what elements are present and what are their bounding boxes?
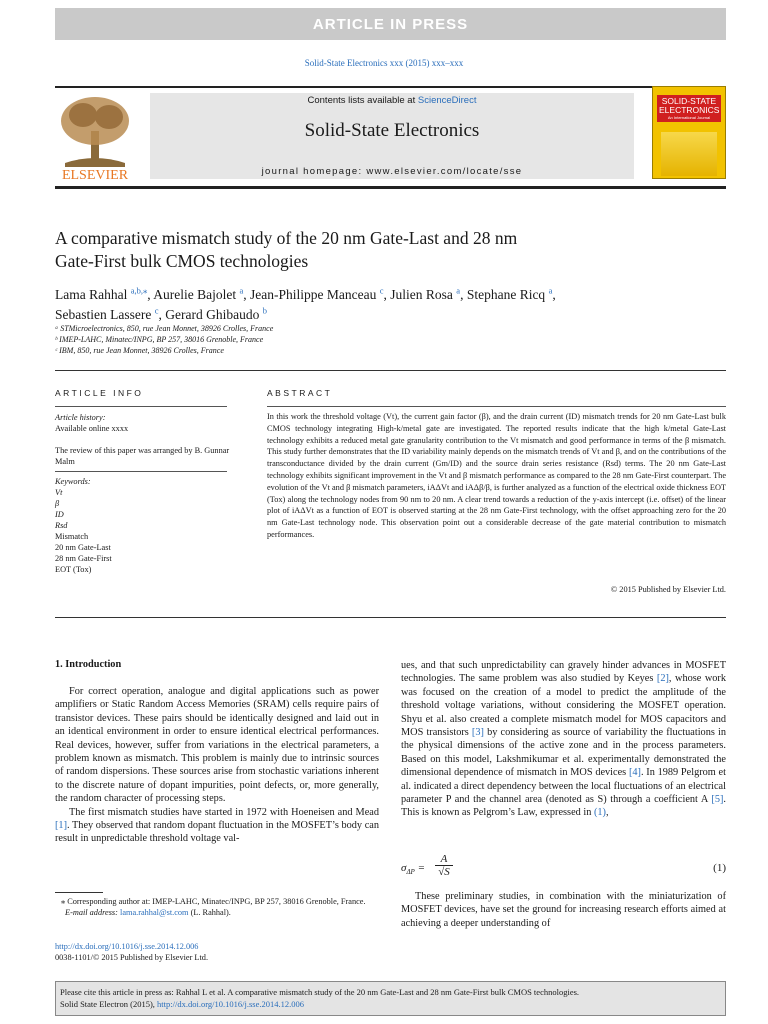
keyword: Mismatch [55, 532, 89, 541]
abstract-copyright: © 2015 Published by Elsevier Ltd. [610, 585, 726, 594]
masthead-rule-top [55, 86, 726, 88]
author-list [55, 282, 735, 323]
affiliation: ᵃ STMicroelectronics, 850, rue Jean Monnet, 38926 Crolles, France [55, 324, 274, 333]
corresponding-author-note: ⁎ Corresponding author at: IMEP-LAHC, Minatec/INPG, BP 257, 38016 Grenoble, France. [61, 897, 366, 906]
doi-link[interactable]: http://dx.doi.org/10.1016/j.sse.2014.12.006 [55, 942, 199, 951]
journal-title: Solid-State Electronics [304, 120, 480, 141]
keyword: EOT (Tox) [55, 565, 92, 574]
affiliation: ᵇ IMEP-LAHC, Minatec/INPG, BP 257, 38016 Grenoble, France [55, 335, 264, 344]
paper-title [55, 227, 675, 273]
journal-homepage[interactable]: journal homepage: www.elsevier.com/locate/sse [261, 166, 523, 177]
cover-subtitle: An International Journal [667, 115, 711, 120]
abstract-heading: ABSTRACT [267, 388, 333, 398]
keyword: β [55, 499, 60, 508]
author[interactable]: Gerard Ghibaudo $^b$ [165, 305, 267, 322]
keyword: Rsd [55, 521, 68, 530]
citation-text: Please cite this article in press as: Rahhal L et al. A comparative mismatch study of the 20 nm Gate-Last and 28 nm Gate-First bulk CMOS technologies. [60, 987, 580, 997]
abstract-text: In this work the threshold voltage (Vt), the current gain factor (β), and the drain current (ID) mismatch trends for 20 nm Gate-Last bulk CMOS technology integrating High-k/metal gate are investigated. The reported results indicate that the high k/metal Gate-Last technology exhibits a reduced metal gate granularity contribution to the Vt mismatch and good performance in terms of the β mismatch. This study further demonstrates that the ID variability mainly depends on the mismatch trends of Vt and β, and on the contributions of the transconductance divided by the drain current (Gm/ID) and the source drain series resistance (Rsd) terms. The 20 nm Gate-Last technology exhibits significant improvement in the Vt and β mismatch performance as compared to the 28 nm Gate-First counterpart. The evolution of the Vt and β mismatch parameters, iAΔVt and iAΔβ/β, is further analyzed as a function of the electrical oxide thickness EOT (Tox) along the technology nodes from 90 nm to 20 nm. A clear trend towards a reduction of the y-axis intercept (i.e. offset) of the linear plot of iAΔVt as a function of EOT is observed starting at the 28 nm Gate-First technology, with the offset approaching zero for the 20 nm Gate-Last technology node. This observation point out a considerable decrease of the gate material contribution to mismatch performances. [267, 412, 726, 539]
author[interactable]: Stephane Ricq $^a$, [466, 285, 556, 302]
abstract-rule [267, 406, 726, 407]
history-label: Article history: [55, 413, 106, 422]
masthead-rule-bottom [55, 186, 726, 189]
citation-link[interactable]: [1] [55, 820, 68, 832]
body-column-left [55, 685, 379, 846]
footnotes [55, 896, 379, 918]
keywords-label: Keywords: [55, 477, 91, 486]
elsevier-tree-icon [55, 93, 135, 181]
email-link[interactable]: lama.rahhal@st.com [120, 908, 189, 917]
keyword: 20 nm Gate-Last [55, 543, 111, 552]
body-paragraph: These preliminary studies, in combination with the miniaturization of MOSFET devices, have set the ground for increasing research efforts aimed at achieving a deeper understanding of [401, 891, 726, 929]
article-info-rule [55, 406, 227, 407]
author[interactable]: Lama Rahhal $^{a,b,⁎}$, [55, 285, 154, 302]
contents-line [150, 95, 634, 106]
footnote-rule [55, 892, 103, 893]
article-info-heading: ARTICLE INFO [55, 388, 144, 398]
citation-box [55, 981, 726, 1016]
article-info [55, 412, 230, 575]
email-suffix: (L. Rahhal). [190, 908, 231, 917]
citation-link[interactable]: [4] [628, 767, 641, 779]
title-line-2: Gate-First bulk CMOS technologies [55, 251, 309, 271]
body-column-right: ues, and that such unpredictability can gravely hinder advances in MOSFET technologies. The same problem was also studied by Keyes [2], whose work was focused on the creation of a model to predict the amplitude of the threshold voltage variations, without considering the MOSFET operation. Shyu et al. also created a complete mismatch model for MOS capacitors and MOS transistors [3] by considering as source of variability the fluctuations in the physical dimensions of the active zone and in the process parameters. Based on this model, Lakshmikumar et al. experimentally demonstrated the dimensional dependence of mismatch in MOS devices [4]. In 1989 Pelgrom et al. indicated a direct dependency between the local fluctuations of an electrical parameter P and the channel area (denoted as S) through a coefficient A [5]. This is known as Pelgrom’s Law, expressed in (1), [401, 660, 727, 819]
body-paragraph: For correct operation, analogue and digital applications such as power amplifiers or Static Random Access Memories (SRAM) cells require pairs of transistor devices. These pairs should be identically designed and laid out in an identical environment in order to ensure identical electrical performances. Real devices, however, suffer from variations in the electrical parameters, a problem known as mismatch. This problem is mainly due to intrinsic sources of random dispersions. These sources arise from stochastic variations inherent to the discrete nature of dopant impurities, point defects, or, more generally, the random character of processing steps. [55, 686, 379, 805]
section-rule-top [55, 370, 726, 371]
citation-source: Solid State Electron (2015), [60, 999, 158, 1009]
citation-link[interactable]: [2] [656, 673, 669, 685]
doi-block [55, 941, 379, 963]
cover-title-1: SOLID-STATE [661, 96, 717, 106]
affiliations [55, 323, 455, 356]
body-paragraph: The first mismatch studies have started in 1972 with Hoeneisen and Mead [1]. They observed that random dopant fluctuation in the MOSFET’s body can result in unpredictable threshold voltage val- [55, 806, 379, 845]
citation-link[interactable]: [3] [471, 727, 484, 739]
citation-link[interactable]: [5] [711, 794, 724, 806]
equation-link[interactable]: (1) [593, 807, 606, 819]
article-in-press-banner: ARTICLE IN PRESS [55, 8, 726, 40]
keyword: 28 nm Gate-First [55, 554, 112, 563]
review-note: The review of this paper was arranged by B. Gunnar Malm [55, 446, 230, 466]
elsevier-logo [55, 93, 135, 181]
contents-prefix: Contents lists available at [307, 95, 416, 106]
equation-number: (1) [713, 862, 726, 874]
history-value: Available online xxxx [55, 424, 129, 433]
issn-line: 0038-1101/© 2015 Published by Elsevier Ltd. [55, 953, 209, 962]
keyword: Vt [55, 488, 63, 497]
equation-1: $\sigma_{\Delta P}$ = A √S (1) [401, 853, 726, 878]
cover-title-2: ELECTRONICS [659, 105, 720, 115]
journal-cover [652, 86, 726, 179]
elsevier-wordmark: ELSEVIER [61, 168, 129, 181]
journal-reference-link[interactable]: Solid-State Electronics xxx (2015) xxx–xxx [304, 58, 464, 68]
title-line-1: A comparative mismatch study of the 20 nm Gate-Last and 28 nm [55, 228, 518, 248]
affiliation: ᶜ IBM, 850, rue Jean Monnet, 38926 Crolles, France [55, 346, 224, 355]
author[interactable]: Sebastien Lassere $^c$, [55, 305, 166, 322]
sciencedirect-link[interactable]: ScienceDirect [417, 95, 477, 106]
author[interactable]: Jean-Philippe Manceau $^c$, [250, 285, 391, 302]
email-label: E-mail address: [65, 908, 118, 917]
keyword: ID [55, 510, 64, 519]
author[interactable]: Julien Rosa $^a$, [390, 285, 467, 302]
section-heading: 1. Introduction [55, 659, 122, 670]
citation-doi-link[interactable]: http://dx.doi.org/10.1016/j.sse.2014.12.006 [157, 999, 304, 1009]
section-rule-bottom [55, 617, 726, 618]
author[interactable]: Aurelie Bajolet $^a$, [153, 285, 251, 302]
